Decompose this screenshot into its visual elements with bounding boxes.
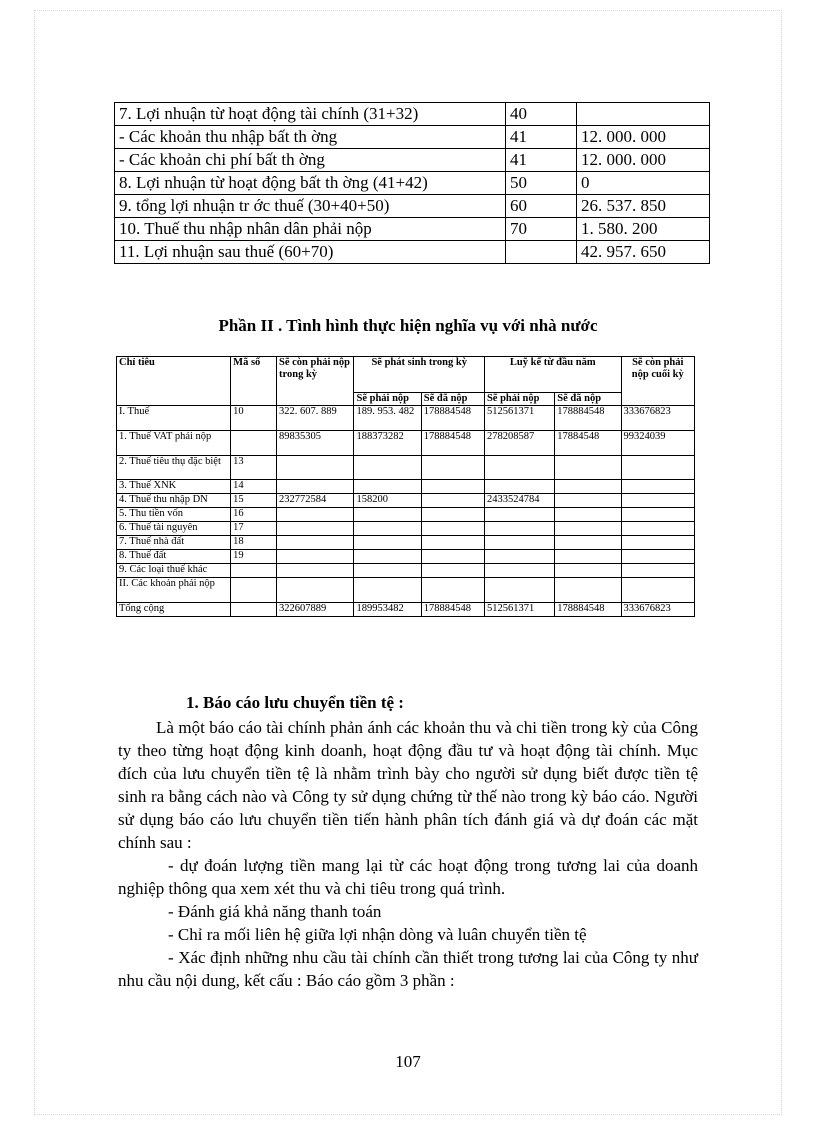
table-row (117, 406, 695, 431)
paragraph: - Chỉ ra mối liên hệ giữa lợi nhận dòng và luân chuyển tiền tệ (168, 925, 587, 944)
table-cell (484, 564, 554, 578)
income-table (114, 102, 710, 264)
table-cell (421, 564, 484, 578)
table-cell (621, 522, 694, 536)
table-row (117, 550, 695, 564)
table-cell (484, 536, 554, 550)
table-cell (555, 508, 621, 522)
table-cell (354, 480, 421, 494)
table-cell (484, 508, 554, 522)
cell-item: 7. Lợi nhuận từ hoạt động tài chính (31+32) (115, 103, 506, 126)
subheader-phai-nop: Sẽ phải nộp (354, 393, 421, 406)
cell-code: 70 (506, 218, 577, 241)
table-cell (231, 578, 277, 603)
table-cell: 158200 (354, 494, 421, 508)
table-cell: 189. 953. 482 (354, 406, 421, 431)
table-cell: 512561371 (484, 603, 554, 617)
table-cell: II. Các khoản phải nộp (117, 578, 231, 603)
table-cell (277, 564, 354, 578)
table-cell (621, 480, 694, 494)
cell-value: 1. 580. 200 (577, 218, 710, 241)
table-cell (354, 536, 421, 550)
table-cell (621, 536, 694, 550)
table-cell: Tổng cộng (117, 603, 231, 617)
table-cell (555, 494, 621, 508)
table-cell: 333676823 (621, 603, 694, 617)
table-cell (421, 522, 484, 536)
table-cell: 7. Thuế nhà đất (117, 536, 231, 550)
cell-item: - Các khoản chi phí bất th ờng (115, 149, 506, 172)
cell-code (506, 241, 577, 264)
cell-item: 11. Lợi nhuận sau thuế (60+70) (115, 241, 506, 264)
cell-item: 8. Lợi nhuận từ hoạt động bất th ờng (41+42) (115, 172, 506, 195)
table-cell: 17884548 (555, 431, 621, 456)
cell-item: - Các khoản thu nhập bất th ờng (115, 126, 506, 149)
table-cell: 19 (231, 550, 277, 564)
cell-value (577, 103, 710, 126)
cell-item: 10. Thuế thu nhập nhân dân phải nộp (115, 218, 506, 241)
table-cell (555, 536, 621, 550)
table-cell (277, 550, 354, 564)
table-cell: 178884548 (555, 406, 621, 431)
table-cell: 232772584 (277, 494, 354, 508)
table-row (117, 603, 695, 617)
table-cell (354, 456, 421, 480)
table-row (115, 218, 710, 241)
tax-table (116, 356, 695, 617)
table-cell: 512561371 (484, 406, 554, 431)
table-cell (484, 480, 554, 494)
cell-code: 41 (506, 126, 577, 149)
table-cell: 189953482 (354, 603, 421, 617)
cell-value: 42. 957. 650 (577, 241, 710, 264)
table-row (117, 564, 695, 578)
cell-value: 12. 000. 000 (577, 126, 710, 149)
table-cell (555, 456, 621, 480)
cell-value: 26. 537. 850 (577, 195, 710, 218)
table-cell (354, 564, 421, 578)
table-row (117, 578, 695, 603)
table-cell (421, 456, 484, 480)
table-cell (484, 522, 554, 536)
table-cell (555, 578, 621, 603)
table-cell (621, 508, 694, 522)
cell-value: 0 (577, 172, 710, 195)
table-cell: 99324039 (621, 431, 694, 456)
table-cell: 2. Thuế tiêu thụ đặc biệt (117, 456, 231, 480)
table-cell (421, 480, 484, 494)
paragraph: - dự đoán lượng tiền mang lại từ các hoạt động trong tương lai của doanh nghiệp thông qua xem xét thu và chi tiêu trong quá trình. (118, 856, 698, 898)
header-luy-ke: Luỹ kế từ đầu năm (484, 357, 621, 393)
table-cell: 8. Thuế đất (117, 550, 231, 564)
table-cell (231, 431, 277, 456)
header-cuoi-ky: Sẽ còn phải nộp cuối kỳ (621, 357, 694, 406)
table-cell (621, 494, 694, 508)
page-number: 107 (395, 1052, 421, 1071)
table-cell (621, 564, 694, 578)
cash-flow-text (118, 716, 698, 992)
table-cell: 15 (231, 494, 277, 508)
section-title: Phần II . Tình hình thực hiện nghĩa vụ với nhà nước (218, 316, 598, 335)
table-row (117, 536, 695, 550)
table-cell: I. Thuế (117, 406, 231, 431)
table-row (115, 241, 710, 264)
table-cell (621, 550, 694, 564)
table-cell (277, 508, 354, 522)
table-cell (484, 550, 554, 564)
table-cell: 322. 607. 889 (277, 406, 354, 431)
table-row (117, 456, 695, 480)
table-cell (555, 480, 621, 494)
paragraph: - Xác định những nhu cầu tài chính cần thiết trong tương lai của Công ty như nhu cầu nội dung, kết cấu : Báo cáo gồm 3 phần : (118, 948, 698, 990)
table-cell: 178884548 (421, 406, 484, 431)
table-cell (555, 564, 621, 578)
table-cell (555, 550, 621, 564)
table-cell (354, 508, 421, 522)
table-row (115, 172, 710, 195)
table-row (117, 494, 695, 508)
subheader-da-nop: Sẽ đã nộp (421, 393, 484, 406)
table-cell: 1. Thuế VAT phải nộp (117, 431, 231, 456)
table-row (117, 508, 695, 522)
paragraph: - Đánh giá khả năng thanh toán (168, 902, 382, 921)
table-cell (277, 536, 354, 550)
table-cell (421, 494, 484, 508)
table-cell (484, 456, 554, 480)
header-phat-sinh: Sẽ phát sinh trong kỳ (354, 357, 484, 393)
table-cell (277, 480, 354, 494)
table-row (117, 522, 695, 536)
table-cell: 89835305 (277, 431, 354, 456)
table-cell (354, 578, 421, 603)
cell-value: 12. 000. 000 (577, 149, 710, 172)
subheader-da-nop-2: Sẽ đã nộp (555, 393, 621, 406)
cash-flow-heading: 1. Báo cáo lưu chuyển tiền tệ : (186, 693, 404, 712)
table-cell: 16 (231, 508, 277, 522)
paragraph: Là một báo cáo tài chính phản ánh các khoản thu và chi tiền trong kỳ của Công ty theo từng hoạt động kinh doanh, hoạt động đầu tư và hoạt động tài chính. Mục đích của lưu chuyển tiền tệ là nhằm trình bày cho người sử dụng biết được tiền tệ sinh ra bằng cách nào và Công ty sử dụng chứng từ thế nào trong kỳ báo cáo. Người sử dụng báo cáo lưu chuyển tiền tiến hành phân tích đánh giá và dự đoán các mặt chính sau : (118, 718, 698, 852)
table-cell: 2433524784 (484, 494, 554, 508)
table-cell (421, 578, 484, 603)
cell-code: 50 (506, 172, 577, 195)
cell-code: 60 (506, 195, 577, 218)
table-cell: 3. Thuế XNK (117, 480, 231, 494)
table-cell (277, 578, 354, 603)
table-row (117, 431, 695, 456)
table-cell: 14 (231, 480, 277, 494)
table-row (117, 480, 695, 494)
table-cell: 13 (231, 456, 277, 480)
table-cell (277, 522, 354, 536)
table-cell: 10 (231, 406, 277, 431)
header-con-phai-nop: Sẽ còn phải nộp trong kỳ (277, 357, 354, 406)
table-cell: 333676823 (621, 406, 694, 431)
table-cell (231, 564, 277, 578)
table-cell: 18 (231, 536, 277, 550)
table-cell: 17 (231, 522, 277, 536)
subheader-phai-nop-2: Sẽ phải nộp (484, 393, 554, 406)
table-cell (354, 522, 421, 536)
table-cell: 278208587 (484, 431, 554, 456)
table-row (115, 195, 710, 218)
table-cell: 322607889 (277, 603, 354, 617)
table-cell: 9. Các loại thuế khác (117, 564, 231, 578)
table-cell: 178884548 (421, 431, 484, 456)
table-row (115, 103, 710, 126)
header-ma-so: Mã số (231, 357, 277, 406)
table-cell: 4. Thuế thu nhập DN (117, 494, 231, 508)
table-cell (421, 508, 484, 522)
table-cell: 6. Thuế tài nguyên (117, 522, 231, 536)
cell-code: 41 (506, 149, 577, 172)
table-cell (421, 550, 484, 564)
table-row (115, 149, 710, 172)
table-cell: 5. Thu tiền vốn (117, 508, 231, 522)
table-cell (555, 522, 621, 536)
table-row (115, 126, 710, 149)
cell-item: 9. tổng lợi nhuận tr ớc thuế (30+40+50) (115, 195, 506, 218)
table-cell: 178884548 (555, 603, 621, 617)
table-cell (231, 603, 277, 617)
table-cell (621, 578, 694, 603)
table-cell (621, 456, 694, 480)
table-cell: 188373282 (354, 431, 421, 456)
table-cell: 178884548 (421, 603, 484, 617)
table-cell (277, 456, 354, 480)
table-cell (484, 578, 554, 603)
cell-code: 40 (506, 103, 577, 126)
table-cell (354, 550, 421, 564)
table-cell (421, 536, 484, 550)
header-chi-tieu: Chỉ tiêu (117, 357, 231, 406)
